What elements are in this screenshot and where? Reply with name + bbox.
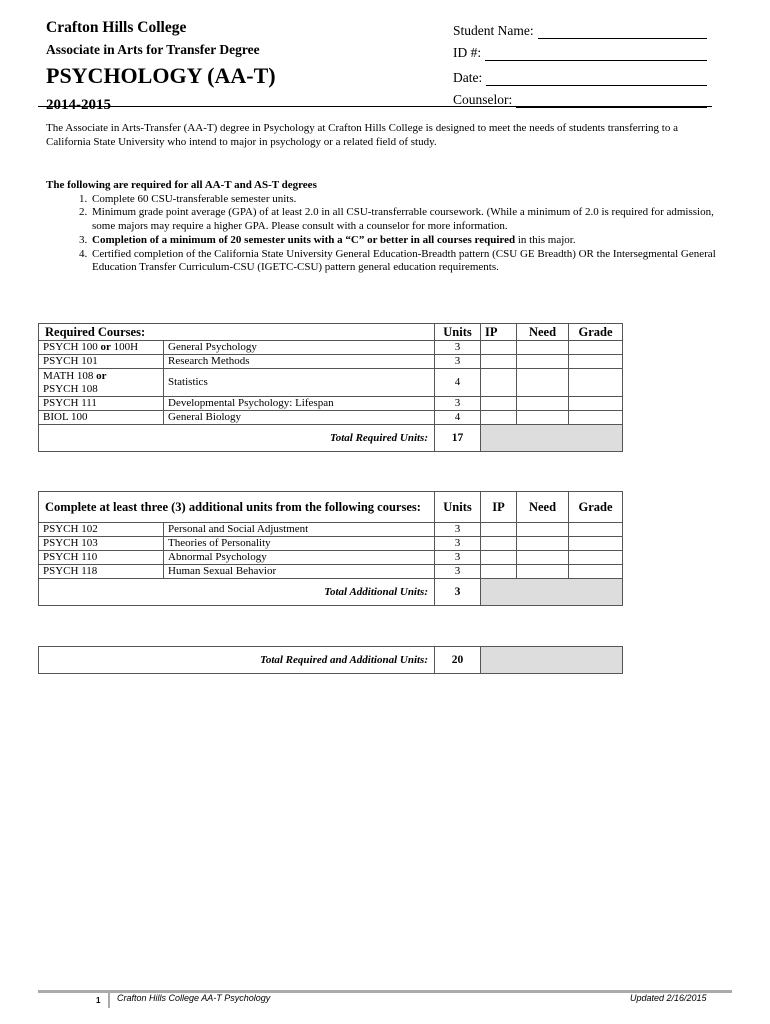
course-name: Theories of Personality <box>164 537 435 551</box>
header-divider <box>38 106 712 107</box>
ip-header: IP <box>481 492 517 523</box>
required-courses-title: Required Courses: <box>39 324 435 341</box>
ip-cell[interactable] <box>481 537 517 551</box>
course-code: PSYCH 103 <box>39 537 164 551</box>
need-cell[interactable] <box>517 537 569 551</box>
ip-cell[interactable] <box>481 551 517 565</box>
total-required-value: 17 <box>435 425 481 452</box>
intro-paragraph: The Associate in Arts-Transfer (AA-T) degree in Psychology at Crafton Hills College is designed to meet the needs of students transferring to a California State University who intend to major in psychology or a related field of study. <box>46 122 678 148</box>
student-name-label: Student Name: <box>453 23 534 38</box>
requirements-title: The following are required for all AA-T and AS-T degrees <box>46 179 317 191</box>
grade-cell[interactable] <box>569 397 623 411</box>
grand-total-value: 20 <box>435 647 481 674</box>
footer-title: Crafton Hills College AA-T Psychology <box>117 993 271 1003</box>
course-units: 3 <box>435 551 481 565</box>
course-units: 3 <box>435 355 481 369</box>
table-row <box>39 551 623 565</box>
ip-cell[interactable] <box>481 341 517 355</box>
table-row <box>39 565 623 579</box>
requirement-text: in this major. <box>515 233 576 246</box>
total-row <box>39 425 623 452</box>
course-units: 3 <box>435 537 481 551</box>
total-required-label: Total Required Units: <box>39 425 435 452</box>
table-row <box>39 355 623 369</box>
course-name: Personal and Social Adjustment <box>164 523 435 537</box>
need-cell[interactable] <box>517 551 569 565</box>
total-row <box>39 647 623 674</box>
document-header <box>46 18 276 114</box>
course-code: PSYCH 100 or 100H <box>39 341 164 355</box>
grade-cell[interactable] <box>569 537 623 551</box>
need-cell[interactable] <box>517 397 569 411</box>
need-cell[interactable] <box>517 411 569 425</box>
footer-separator <box>108 992 110 1008</box>
table-row <box>39 411 623 425</box>
units-header: Units <box>435 324 481 341</box>
course-units: 3 <box>435 523 481 537</box>
catalog-years: 2014-2015 <box>46 97 111 113</box>
ip-header: IP <box>481 324 517 341</box>
course-code: PSYCH 111 <box>39 397 164 411</box>
program-title: PSYCHOLOGY (AA-T) <box>46 63 276 88</box>
grade-cell[interactable] <box>569 341 623 355</box>
grade-cell[interactable] <box>569 523 623 537</box>
course-code: PSYCH 101 <box>39 355 164 369</box>
degree-requirements <box>46 179 726 275</box>
grade-cell[interactable] <box>569 411 623 425</box>
grand-total-label: Total Required and Additional Units: <box>39 647 435 674</box>
degree-name: Associate in Arts for Transfer Degree <box>46 42 260 57</box>
grade-header: Grade <box>569 324 623 341</box>
course-name: General Psychology <box>164 341 435 355</box>
need-header: Need <box>517 492 569 523</box>
college-name: Crafton Hills College <box>46 19 187 36</box>
units-header: Units <box>435 492 481 523</box>
table-header-row <box>39 324 623 341</box>
additional-courses-table <box>38 491 623 606</box>
total-additional-value: 3 <box>435 579 481 606</box>
course-units: 3 <box>435 565 481 579</box>
need-cell[interactable] <box>517 355 569 369</box>
course-units: 4 <box>435 411 481 425</box>
footer-updated: Updated 2/16/2015 <box>630 993 707 1003</box>
grade-header: Grade <box>569 492 623 523</box>
course-code: PSYCH 102 <box>39 523 164 537</box>
table-row <box>39 397 623 411</box>
table-row <box>39 537 623 551</box>
student-id-line[interactable] <box>485 46 707 61</box>
student-info-fields <box>453 20 707 111</box>
ip-cell[interactable] <box>481 369 517 397</box>
course-units: 3 <box>435 397 481 411</box>
course-code: BIOL 100 <box>39 411 164 425</box>
table-row <box>39 523 623 537</box>
total-row <box>39 579 623 606</box>
course-name: Research Methods <box>164 355 435 369</box>
ip-cell[interactable] <box>481 355 517 369</box>
additional-courses-title: Complete at least three (3) additional units from the following courses: <box>39 492 435 523</box>
course-name: Abnormal Psychology <box>164 551 435 565</box>
ip-cell[interactable] <box>481 565 517 579</box>
ip-cell[interactable] <box>481 397 517 411</box>
need-cell[interactable] <box>517 565 569 579</box>
course-name: Developmental Psychology: Lifespan <box>164 397 435 411</box>
counselor-label: Counselor: <box>453 92 513 107</box>
shaded-cell <box>481 579 623 606</box>
grade-cell[interactable] <box>569 565 623 579</box>
student-name-field[interactable] <box>453 20 707 39</box>
course-name: Statistics <box>164 369 435 397</box>
requirement-item <box>90 234 726 248</box>
course-code: PSYCH 118 <box>39 565 164 579</box>
date-field[interactable] <box>453 67 707 86</box>
grand-total-table <box>38 646 623 674</box>
course-code: MATH 108 or PSYCH 108 <box>39 369 164 397</box>
need-header: Need <box>517 324 569 341</box>
shaded-cell <box>481 425 623 452</box>
requirement-item: 4. Certified completion of the California State University General Education-Breadth pattern (CSU GE Breadth) OR the Intersegmental General Education Transfer Curriculum-CSU (IGETC-CSU) pattern general education requirements. <box>90 248 726 275</box>
course-name: Human Sexual Behavior <box>164 565 435 579</box>
table-header-row <box>39 492 623 523</box>
course-code: PSYCH 110 <box>39 551 164 565</box>
ip-cell[interactable] <box>481 523 517 537</box>
requirement-item: 1. Complete 60 CSU-transferable semester units. <box>90 193 726 207</box>
grade-cell[interactable] <box>569 355 623 369</box>
course-name: General Biology <box>164 411 435 425</box>
ip-cell[interactable] <box>481 411 517 425</box>
student-name-line[interactable] <box>538 24 707 39</box>
date-line[interactable] <box>486 71 707 86</box>
need-cell[interactable] <box>517 341 569 355</box>
date-label: Date: <box>453 70 483 85</box>
table-row <box>39 369 623 397</box>
requirement-item: 2. Minimum grade point average (GPA) of at least 2.0 in all CSU-transferrable coursework. (While a minimum of 2.0 is required for admission, some majors may require a higher GPA. Please consult with a counselor for more information. <box>90 206 726 233</box>
page-number: 1 <box>96 996 101 1005</box>
course-units: 4 <box>435 369 481 397</box>
requirements-list <box>46 193 726 275</box>
required-courses-table <box>38 323 623 452</box>
total-additional-label: Total Additional Units: <box>39 579 435 606</box>
student-id-field[interactable] <box>453 42 707 61</box>
grade-cell[interactable] <box>569 369 623 397</box>
grade-cell[interactable] <box>569 551 623 565</box>
shaded-cell <box>481 647 623 674</box>
need-cell[interactable] <box>517 369 569 397</box>
need-cell[interactable] <box>517 523 569 537</box>
course-units: 3 <box>435 341 481 355</box>
student-id-label: ID #: <box>453 45 482 60</box>
requirement-emphasis: Completion of a minimum of 20 semester units with a “C” or better in all courses required <box>92 233 516 246</box>
table-row <box>39 341 623 355</box>
